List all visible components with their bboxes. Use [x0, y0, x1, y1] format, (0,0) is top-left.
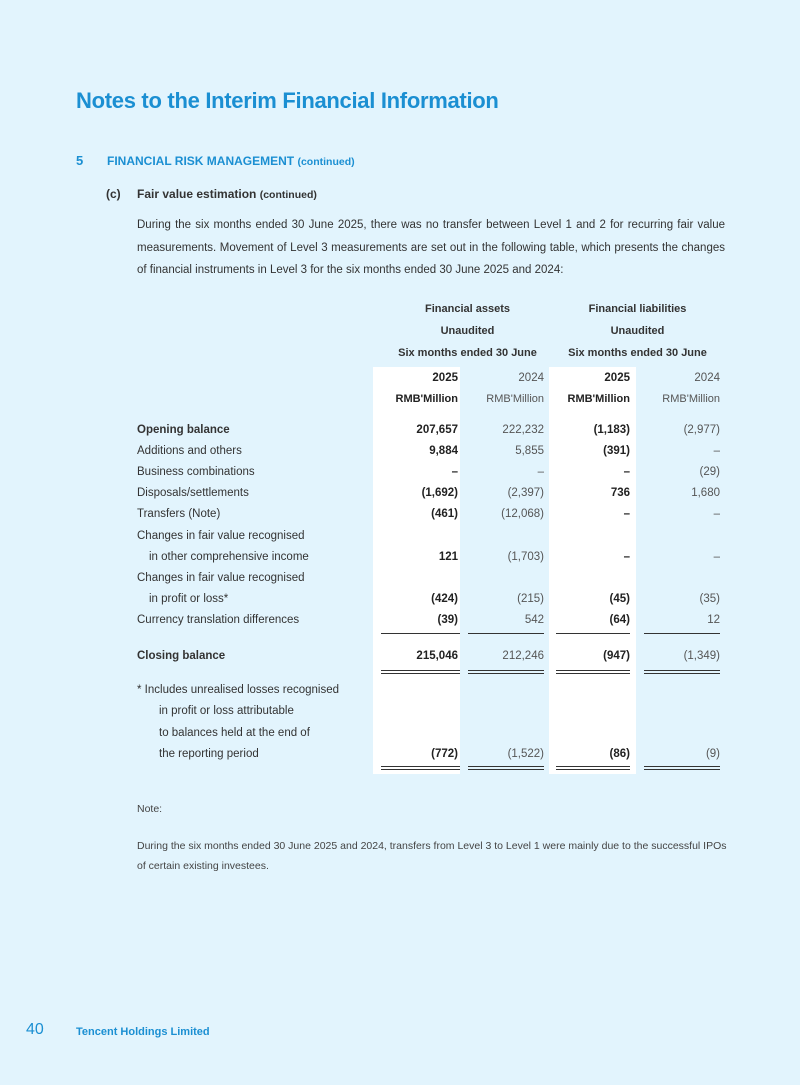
subtotal-rule [644, 633, 720, 634]
note-text: During the six months ended 30 June 2025 and 2024, transfers from Level 3 to Level 1 were mainly due to the successful IPOs of certain existing investees. [137, 840, 727, 872]
column-unit: RMB'Million [567, 393, 630, 405]
cell-value: (12,068) [501, 508, 544, 520]
cell-value: (64) [609, 614, 630, 626]
column-unit: RMB'Million [395, 393, 458, 405]
cell-value: (1,522) [507, 748, 544, 760]
group-header-liabilities: Financial liabilities [588, 303, 687, 315]
row-label: Additions and others [137, 445, 242, 457]
cell-value: – [623, 466, 630, 478]
cell-value: (1,183) [593, 424, 630, 436]
total-double-rule [644, 670, 720, 674]
footnote-row [0, 684, 800, 702]
table-row [0, 572, 800, 590]
table-row [0, 614, 800, 632]
total-double-rule [381, 766, 460, 770]
column-unit: RMB'Million [486, 393, 544, 405]
group-header-assets: Financial assets [425, 303, 510, 315]
footnote-row [0, 748, 800, 766]
group-audit-assets: Unaudited [440, 325, 495, 337]
cell-value: – [713, 445, 720, 457]
cell-value: 222,232 [502, 424, 544, 436]
total-double-rule [468, 670, 544, 674]
cell-value: – [623, 551, 630, 563]
table-row [0, 424, 800, 442]
subsection-heading [106, 187, 317, 201]
total-double-rule [468, 766, 544, 770]
table-row [0, 593, 800, 611]
intro-paragraph: During the six months ended 30 June 2025, there was no transfer between Level 1 and 2 for recurring fair value measurements. Movement of Level 3 measurements are set out in the following table, which presents the changes of financial instruments in Level 3 for the six months ended 30 June 2025 and 2024: [137, 219, 725, 276]
cell-value: 121 [438, 551, 458, 563]
column-year: 2025 [604, 372, 630, 384]
row-label: Closing balance [137, 650, 226, 662]
row-label: in profit or loss* [149, 593, 229, 605]
cell-value: (391) [603, 445, 630, 457]
subsection-title: Fair value estimation [137, 187, 257, 201]
cell-value: (29) [699, 466, 720, 478]
cell-value: (424) [431, 593, 458, 605]
footnote-line: in profit or loss attributable [159, 705, 294, 717]
cell-value: – [537, 466, 544, 478]
footnote-line: to balances held at the end of [159, 727, 310, 739]
cell-value: (1,692) [421, 487, 458, 499]
cell-value: (35) [699, 593, 720, 605]
column-year: 2025 [432, 372, 458, 384]
cell-value: – [713, 551, 720, 563]
row-label: Changes in fair value recognised [137, 530, 305, 542]
cell-value: (86) [609, 748, 630, 760]
section-number: 5 [76, 153, 84, 168]
table-row [0, 551, 800, 569]
row-label: in other comprehensive income [149, 551, 309, 563]
section-continued: (continued) [297, 156, 355, 168]
footnote-row [0, 705, 800, 723]
table-row [0, 487, 800, 505]
cell-value: – [451, 466, 458, 478]
cell-value: (215) [517, 593, 544, 605]
table-row [0, 530, 800, 548]
cell-value: 736 [610, 487, 630, 499]
cell-value: (1,703) [507, 551, 544, 563]
cell-value: 5,855 [515, 445, 544, 457]
cell-value: (2,397) [507, 487, 544, 499]
table-row [0, 466, 800, 484]
cell-value: (947) [603, 650, 630, 662]
footnote-line: the reporting period [159, 748, 259, 760]
row-label: Changes in fair value recognised [137, 572, 305, 584]
cell-value: – [623, 508, 630, 520]
group-period-assets: Six months ended 30 June [398, 347, 537, 359]
row-label: Disposals/settlements [137, 487, 249, 499]
row-label: Transfers (Note) [137, 508, 221, 520]
row-label: Business combinations [137, 466, 255, 478]
table-row [0, 508, 800, 526]
subsection-continued: (continued) [259, 189, 317, 201]
cell-value: (2,977) [683, 424, 720, 436]
table-row [0, 445, 800, 463]
cell-value: 12 [707, 614, 720, 626]
cell-value: (1,349) [683, 650, 720, 662]
row-label: Currency translation differences [137, 614, 300, 626]
subsection-label: (c) [106, 187, 121, 201]
group-audit-liabilities: Unaudited [610, 325, 665, 337]
cell-value: – [713, 508, 720, 520]
column-unit: RMB'Million [662, 393, 720, 405]
group-period-liabilities: Six months ended 30 June [568, 347, 707, 359]
page-title: Notes to the Interim Financial Information [76, 88, 499, 113]
total-double-rule [381, 670, 460, 674]
cell-value: (772) [431, 748, 458, 760]
note-heading: Note: [137, 803, 163, 815]
cell-value: 207,657 [416, 424, 458, 436]
total-double-rule [556, 766, 630, 770]
cell-value: 212,246 [502, 650, 544, 662]
footnote-line: * Includes unrealised losses recognised [137, 684, 340, 696]
column-year: 2024 [694, 372, 720, 384]
footnote-row [0, 727, 800, 745]
section-title: FINANCIAL RISK MANAGEMENT [107, 154, 295, 168]
cell-value: (461) [431, 508, 458, 520]
subtotal-rule [468, 633, 544, 634]
cell-value: (9) [705, 748, 720, 760]
table-row-closing [0, 650, 800, 668]
section-heading [76, 153, 355, 168]
cell-value: 215,046 [416, 650, 458, 662]
cell-value: 9,884 [429, 445, 458, 457]
subtotal-rule [556, 633, 630, 634]
column-year: 2024 [518, 372, 544, 384]
cell-value: 1,680 [691, 487, 720, 499]
total-double-rule [556, 670, 630, 674]
subtotal-rule [381, 633, 460, 634]
cell-value: 542 [524, 614, 544, 626]
cell-value: (39) [437, 614, 458, 626]
page-number: 40 [26, 1021, 44, 1038]
company-name: Tencent Holdings Limited [76, 1026, 210, 1038]
total-double-rule [644, 766, 720, 770]
row-label: Opening balance [137, 424, 230, 436]
cell-value: (45) [609, 593, 630, 605]
